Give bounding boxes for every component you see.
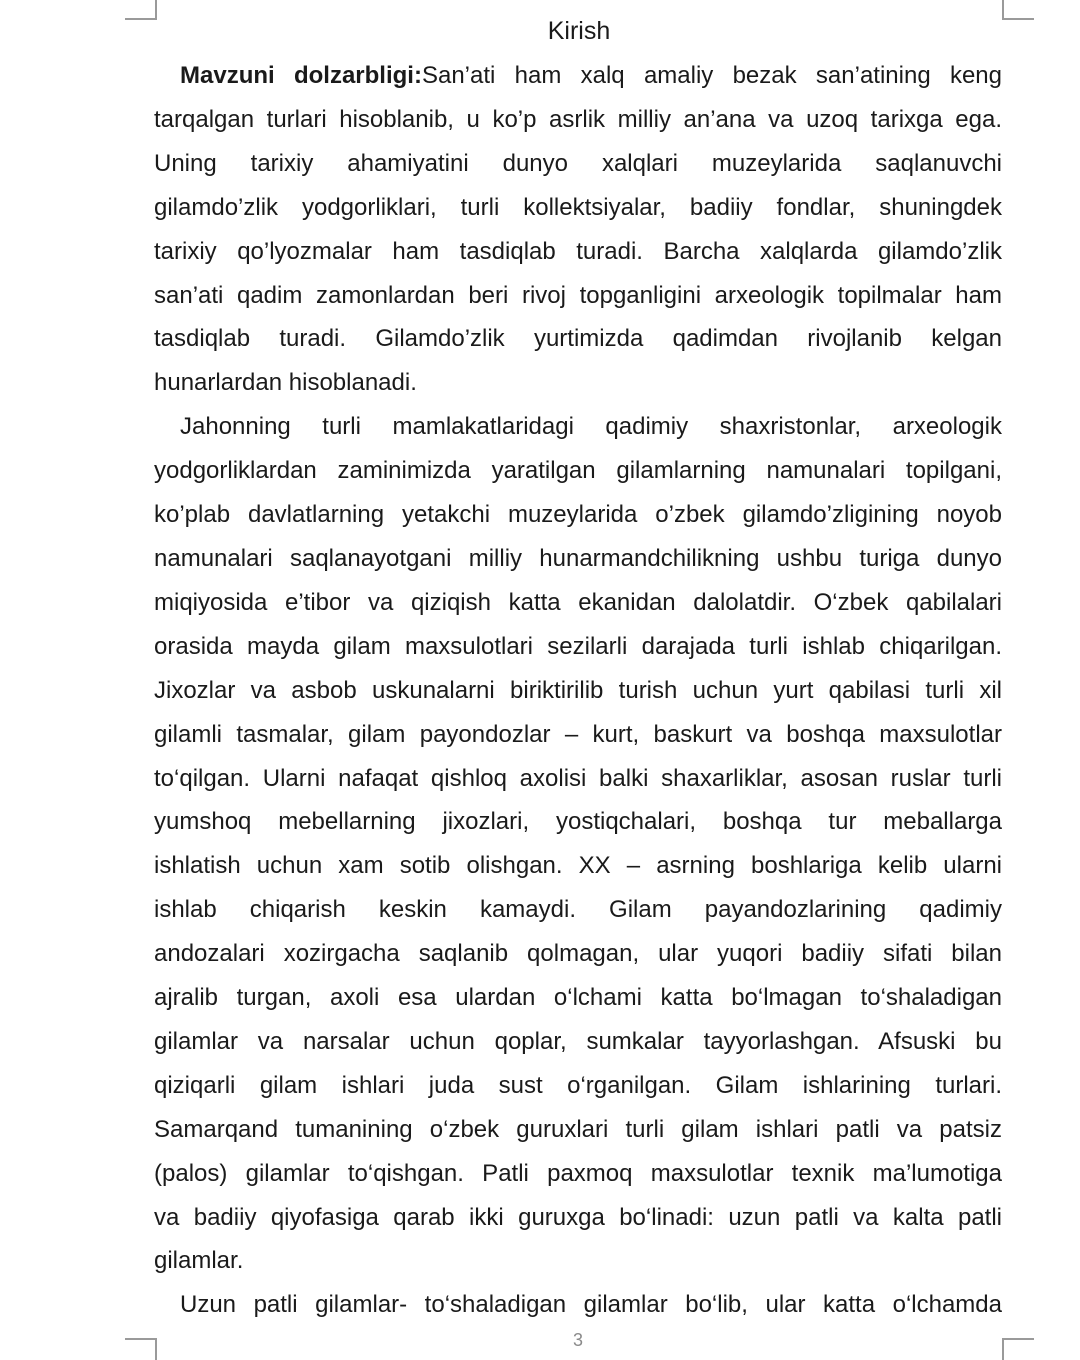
text-line: andozalari xozirgacha saqlanib qolmagan, ular yuqori badiiy sifati bilan (154, 940, 1002, 968)
document-body (154, 54, 1002, 1327)
text-line: to‘qilgan. Ularni nafaqat qishloq axolisi balki shaxarliklar, asosan ruslar turli (154, 764, 1002, 792)
text-line: yumshoq mebellarning jixozlari, yostiqchalari, boshqa tur meballarga (154, 808, 1002, 836)
text-line: Samarqand tumanining o‘zbek guruxlari turli gilam ishlari patli va patsiz (154, 1115, 1002, 1143)
text-line: ko’plab davlatlarning yetakchi muzeylarida o’zbek gilamdo’zligining noyob (154, 501, 1002, 529)
text-line: orasida mayda gilam maxsulotlari sezilarli darajada turli ishlab chiqarilgan. (154, 632, 1002, 660)
text-line: namunalari saqlanayotgani milliy hunarmandchilikning ushbu turiga dunyo (154, 544, 1002, 572)
text-line: Uzun patli gilamlar- to‘shaladigan gilamlar bo‘lib, ular katta o‘lchamda (180, 1291, 1002, 1319)
text-line: ishlab chiqarish keskin kamaydi. Gilam payandozlarining qadimiy (154, 896, 1002, 924)
text-line: qiziqarli gilam ishlari juda sust o‘rganilgan. Gilam ishlarining turlari. (154, 1071, 1002, 1099)
text-line: Uning tarixiy ahamiyatini dunyo xalqlari muzeylarida saqlanuvchi (154, 149, 1002, 177)
text-line: gilamdo’zlik yodgorliklari, turli kollektsiyalar, badiiy fondlar, shuningdek (154, 193, 1002, 221)
text-line: yodgorliklardan zaminimizda yaratilgan gilamlarning namunalari topilgani, (154, 457, 1002, 485)
section-lead: Mavzuni dolzarbligi: (180, 62, 422, 89)
text-line: tasdiqlab turadi. Gilamdo’zlik yurtimizda qadimdan rivojlanib kelgan (154, 325, 1002, 353)
text-line: tarqalgan turlari hisoblanib, u ko’p asrlik milliy an’ana va uzoq tarixga ega. (154, 105, 1002, 133)
paragraph-3 (154, 1283, 1002, 1327)
text-line: gilamlar va narsalar uchun qoplar, sumkalar tayyorlashgan. Afsuski bu (154, 1027, 1002, 1055)
text-line: (palos) gilamlar to‘qishgan. Patli paxmoq maxsulotlar texnik ma’lumotiga (154, 1159, 1002, 1187)
text-line: Jixozlar va asbob uskunalarni biriktirilib turish uchun yurt qabilasi turli xil (154, 676, 1002, 704)
text-line (154, 54, 1002, 98)
paragraph-2 (154, 405, 1002, 1283)
text-line: hunarlardan hisoblanadi. (154, 369, 417, 397)
text-line: va badiiy qiyofasiga qarab ikki guruxga bo‘linadi: uzun patli va kalta patli (154, 1203, 1002, 1231)
text-line: gilamlar. (154, 1247, 244, 1275)
text-line: ajralib turgan, axoli esa ulardan o‘lchami katta bo‘lmagan to‘shaladigan (154, 984, 1002, 1012)
text-line: san’ati qadim zamonlardan beri rivoj topganligini arxeologik topilmalar ham (154, 281, 1002, 309)
paragraph-1 (154, 54, 1002, 405)
text-line: tarixiy qo’lyozmalar ham tasdiqlab turadi. Barcha xalqlarda gilamdo’zlik (154, 237, 1002, 265)
text-line-content: San’ati ham xalq amaliy bezak san’atining keng (421, 62, 1002, 89)
text-line: gilamli tasmalar, gilam payondozlar – kurt, baskurt va boshqa maxsulotlar (154, 720, 1002, 748)
document-title: Kirish (547, 17, 611, 45)
text-line: ishlatish uchun xam sotib olishgan. XX – asrning boshlariga kelib ularni (154, 852, 1002, 880)
text-line: miqiyosida e’tibor va qiziqish katta ekanidan dalolatdir. O‘zbek qabilalari (154, 588, 1002, 616)
page-number: 3 (572, 1330, 583, 1350)
text-line: Jahonning turli mamlakatlaridagi qadimiy shaxristonlar, arxeologik (180, 413, 1002, 441)
